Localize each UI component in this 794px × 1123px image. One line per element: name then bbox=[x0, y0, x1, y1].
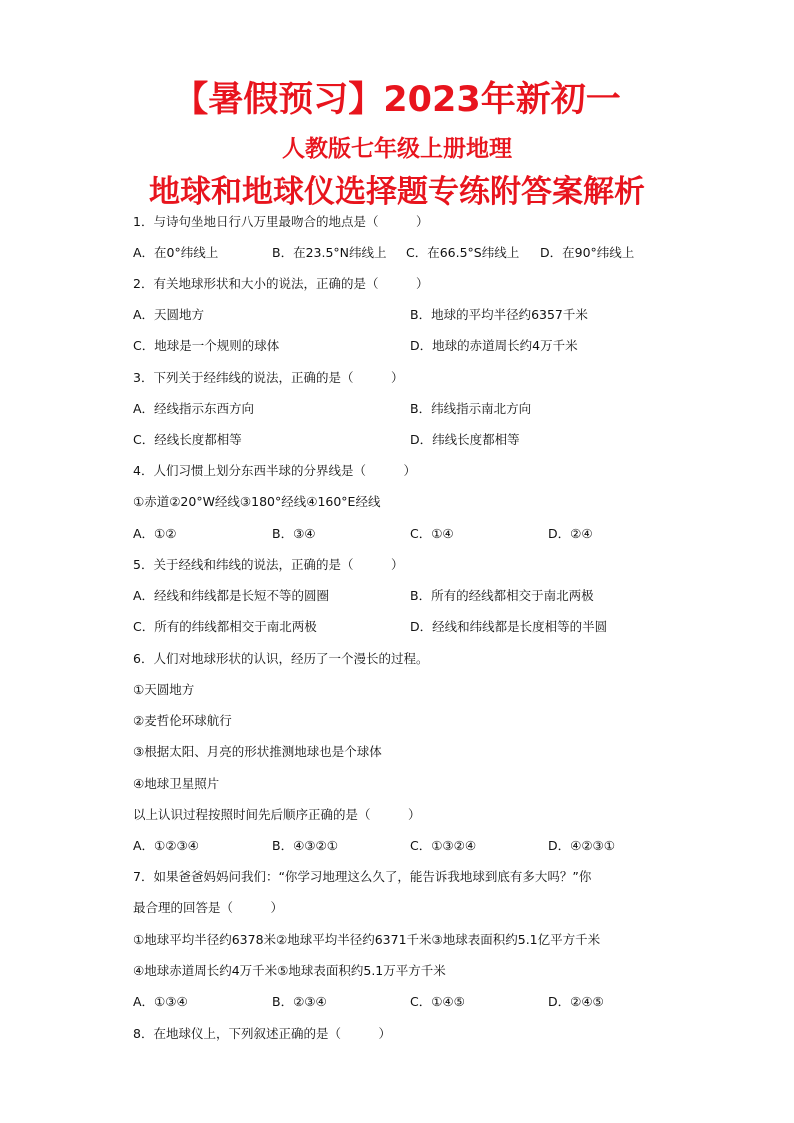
q6-option-c: C．①③②④ bbox=[410, 838, 477, 853]
doc-topic-title: 地球和地球仪选择题专练附答案解析 bbox=[149, 174, 645, 210]
q1-option-c: C．在66.5°S纬线上 bbox=[406, 245, 520, 260]
q1-option-d: D．在90°纬线上 bbox=[540, 245, 635, 260]
question-4-stem: 4．人们习惯上划分东西半球的分界线是（ ） bbox=[133, 463, 416, 478]
q3-option-d: D．纬线长度都相等 bbox=[410, 432, 520, 447]
q6-item-4: ④地球卫星照片 bbox=[133, 776, 220, 791]
question-8-stem: 8．在地球仪上，下列叙述正确的是（ ） bbox=[133, 1026, 391, 1041]
q5-option-a: A．经线和纬线都是长短不等的圆圈 bbox=[133, 588, 330, 603]
q4-option-d: D．②④ bbox=[548, 526, 593, 541]
q3-option-c: C．经线长度都相等 bbox=[133, 432, 242, 447]
q6-item-2: ②麦哲伦环球航行 bbox=[133, 713, 232, 728]
q7-items-line-1: ①地球平均半径约6378米②地球平均半径约6371千米③地球表面积约5.1亿平方千米 bbox=[133, 932, 601, 947]
question-6-stem: 6．人们对地球形状的认识，经历了一个漫长的过程。 bbox=[133, 651, 429, 666]
q6-item-3: ③根据太阳、月亮的形状推测地球也是个球体 bbox=[133, 744, 382, 759]
question-7-stem-cont: 最合理的回答是（ ） bbox=[133, 900, 284, 915]
question-2-stem: 2．有关地球形状和大小的说法，正确的是（ ） bbox=[133, 276, 429, 291]
q6-prompt: 以上认识过程按照时间先后顺序正确的是（ ） bbox=[133, 807, 421, 822]
q2-option-a: A．天圆地方 bbox=[133, 307, 205, 322]
q5-option-c: C．所有的纬线都相交于南北两极 bbox=[133, 619, 317, 634]
q5-option-b: B．所有的经线都相交于南北两极 bbox=[410, 588, 594, 603]
q1-option-b: B．在23.5°N纬线上 bbox=[272, 245, 387, 260]
question-3-stem: 3．下列关于经纬线的说法，正确的是（ ） bbox=[133, 370, 404, 385]
q5-option-d: D．经线和纬线都是长度相等的半圆 bbox=[410, 619, 608, 634]
q7-option-c: C．①④⑤ bbox=[410, 994, 465, 1009]
q3-option-b: B．纬线指示南北方向 bbox=[410, 401, 532, 416]
q7-items-line-2: ④地球赤道周长约4万千米⑤地球表面积约5.1万平方千米 bbox=[133, 963, 446, 978]
question-7-stem: 7．如果爸爸妈妈问我们：“你学习地理这么久了，能告诉我地球到底有多大吗？”你 bbox=[133, 869, 592, 884]
q6-option-d: D．④②③① bbox=[548, 838, 615, 853]
q7-option-a: A．①③④ bbox=[133, 994, 188, 1009]
q2-option-d: D．地球的赤道周长约4万千米 bbox=[410, 338, 578, 353]
q6-item-1: ①天圆地方 bbox=[133, 682, 195, 697]
q1-option-a: A．在0°纬线上 bbox=[133, 245, 219, 260]
question-1-stem: 1．与诗句坐地日行八万里最吻合的地点是（ ） bbox=[133, 214, 429, 229]
q4-option-a: A．①② bbox=[133, 526, 177, 541]
q7-option-d: D．②④⑤ bbox=[548, 994, 604, 1009]
q4-option-b: B．③④ bbox=[272, 526, 316, 541]
q2-option-c: C．地球是一个规则的球体 bbox=[133, 338, 280, 353]
doc-title: 【暑假预习】2023年新初一 bbox=[173, 80, 621, 120]
q4-items: ①赤道②20°W经线③180°经线④160°E经线 bbox=[133, 494, 381, 509]
q6-option-b: B．④③②① bbox=[272, 838, 338, 853]
doc-subtitle: 人教版七年级上册地理 bbox=[282, 135, 512, 162]
q4-option-c: C．①④ bbox=[410, 526, 454, 541]
q3-option-a: A．经线指示东西方向 bbox=[133, 401, 255, 416]
question-5-stem: 5．关于经线和纬线的说法，正确的是（ ） bbox=[133, 557, 404, 572]
q6-option-a: A．①②③④ bbox=[133, 838, 199, 853]
q2-option-b: B．地球的平均半径约6357千米 bbox=[410, 307, 588, 322]
q7-option-b: B．②③④ bbox=[272, 994, 327, 1009]
